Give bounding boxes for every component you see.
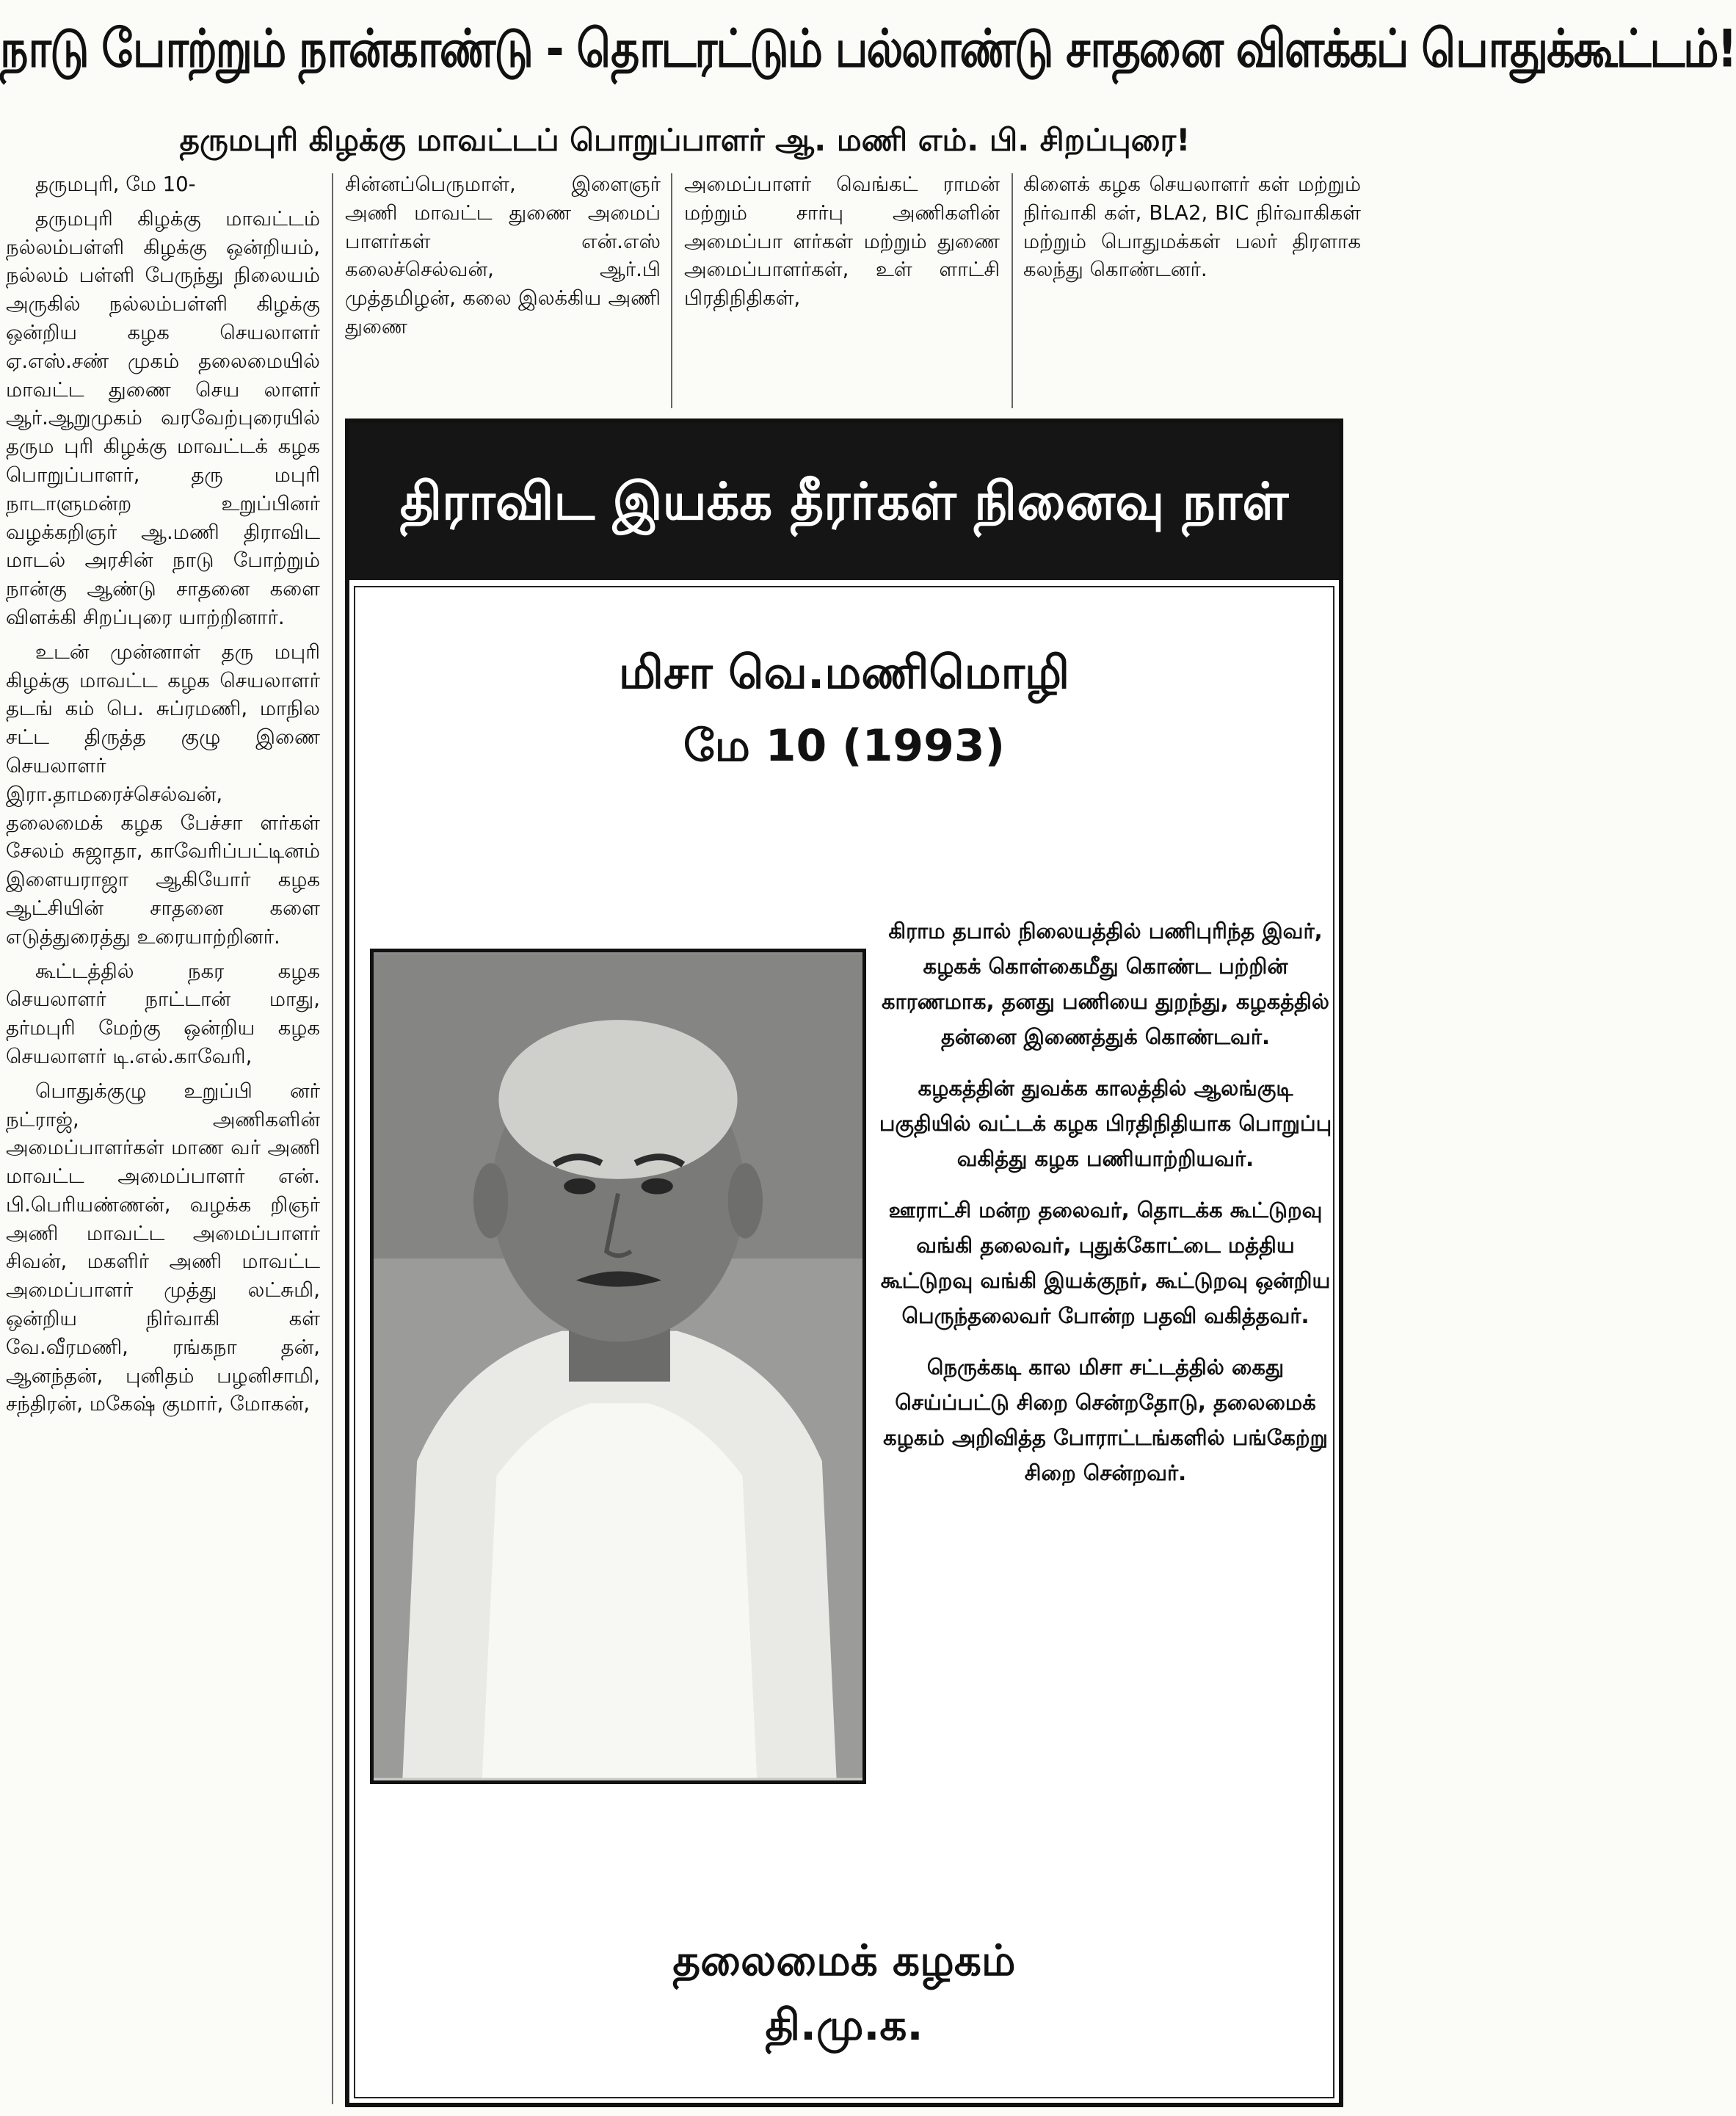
column-divider [1012, 173, 1013, 408]
article-paragraph: அமைப்பாளர் வெங்கட் ராமன் மற்றும் சார்பு அணிகளின் அமைப்பா ளர்கள் மற்றும் துணை அமைப்பாளர்கள், உள் ளாட்சி பிரதிநிதிகள், [684, 173, 1000, 311]
article-column-3 [684, 170, 1000, 413]
memorial-banner: திராவிட இயக்க தீரர்கள் நினைவு நாள் [349, 423, 1339, 580]
bio-paragraph: கிராம தபால் நிலையத்தில் பணிபுரிந்த இவர், கழகக் கொள்கைமீது கொண்ட பற்றின் காரணமாக, தனது பணியை துறந்து, கழகத்தில் தன்னை இணைத்துக் கொண்டவர். [881, 918, 1330, 1049]
memorial-notice [345, 419, 1343, 2107]
bio-paragraph: நெருக்கடி கால மிசா சட்டத்தில் கைது செய்ப்பட்டு சிறை சென்றதோடு, தலைமைக் கழகம் அறிவித்த போராட்டங்களில் பங்கேற்று சிறை சென்றவர். [883, 1355, 1328, 1485]
bio-paragraph: ஊராட்சி மன்ற தலைவர், தொடக்க கூட்டுறவு வங்கி தலைவர், புதுக்கோட்டை மத்திய கூட்டுறவு வங்கி இயக்குநர், கூட்டுறவு ஒன்றிய பெருந்தலைவர் போன்ற பதவி வகித்தவர். [880, 1198, 1331, 1328]
column-divider [332, 173, 333, 2104]
article-paragraph: தருமபுரி கிழக்கு மாவட்டம் நல்லம்பள்ளி கிழக்கு ஒன்றியம், நல்லம் பள்ளி பேருந்து நிலையம் அருகில் நல்லம்பள்ளி கிழக்கு ஒன்றிய கழக செயலாளர் ஏ.எஸ்.சண் முகம் தலைமையில் மாவட்ட துணை செய லாளர் ஆர்.ஆறுமுகம் வரவேற்புரையில் தரும புரி கிழக்கு மாவட்டக் கழக பொறுப்பாளர், தரு மபுரி நாடாளுமன்ற உறுப்பினர் வழக்கறிஞர் ஆ.மணி திராவிட மாடல் அரசின் நாடு போற்றும் நான்கு ஆண்டு சாதனை களை விளக்கி சிறப்புரை யாற்றினார். [6, 206, 320, 629]
article-column-4 [1023, 170, 1361, 413]
article-column-1 [6, 170, 320, 2109]
article-paragraph: பொதுக்குழு உறுப்பி னர் நட்ராஜ், அணிகளின் அமைப்பாளர்கள் மாண வர் அணி மாவட்ட அமைப்பாளர் என். பி.பெரியண்ணன், வழக்க றிஞர் அணி மாவட்ட அமைப்பாளர் சிவன், மகளிர் அணி மாவட்ட அமைப்பாளர் முத்து லட்சுமி, ஒன்றிய நிர்வாகி கள் வே.வீரமணி, ரங்கநா தன், ஆனந்தன், புனிதம் பழனிசாமி, சந்திரன், மகேஷ் குமார், மோகன், [6, 1079, 320, 1416]
portrait-photo [370, 949, 866, 1784]
article-paragraph: தருமபுரி, மே 10- [35, 173, 196, 196]
article-paragraph: சின்னப்பெருமாள், இளைஞர் அணி மாவட்ட துணை அமைப் பாளர்கள் என்.எஸ் கலைச்செல்வன், ஆர்.பி முத்தமிழன், கலை இலக்கிய அணி துணை [345, 173, 661, 338]
memorial-biography [878, 913, 1333, 1507]
portrait-icon [374, 952, 862, 1780]
memorial-date: மே 10 (1993) [683, 720, 1005, 772]
bio-paragraph: கழகத்தின் துவக்க காலத்தில் ஆலங்குடி பகுதியில் வட்டக் கழக பிரதிநிதியாக பொறுப்பு வகித்து கழக பணியாற்றியவர். [879, 1076, 1332, 1171]
column-divider [671, 173, 672, 408]
article-paragraph: உடன் முன்னாள் தரு மபுரி கிழக்கு மாவட்ட கழக செயலாளர் தடங் கம் பெ. சுப்ரமணி, மாநில சட்ட திருத்த குழு இணை செயலாளர் இரா.தாமரைச்செல்வன், தலைமைக் கழக பேச்சா ளர்கள் சேலம் சுஜாதா, காவேரிப்பட்டினம் இளையராஜா ஆகியோர் கழக ஆட்சியின் சாதனை களை எடுத்துரைத்து உரையாற்றினர். [6, 639, 320, 949]
article-paragraph: கூட்டத்தில் நகர கழக செயலாளர் நாட்டான் மாது, தர்மபுரி மேற்கு ஒன்றிய கழக செயலாளர் டி.எல்.காவேரி, [6, 959, 320, 1068]
article-column-2 [345, 170, 661, 413]
headline: நாடு போற்றும் நான்காண்டு - தொடரட்டும் பல்லாண்டு சாதனை விளக்கப் பொதுக்கூட்டம்! [0, 18, 1736, 80]
signature [349, 1928, 1339, 2057]
signature-line-1: தலைமைக் கழகம் [672, 1935, 1016, 1985]
subheadline: தருமபுரி கிழக்கு மாவட்டப் பொறுப்பாளர் ஆ. மணி எம். பி. சிறப்புரை! [179, 122, 1191, 158]
memorial-name: மிசா வெ.மணிமொழி [618, 645, 1070, 699]
article-paragraph: கிளைக் கழக செயலாளர் கள் மற்றும் நிர்வாகி கள், BLA2, BIC நிர்வாகிகள் மற்றும் பொதுமக்கள் பலர் திரளாக கலந்து கொண்டனர். [1023, 173, 1361, 282]
signature-line-2: தி.மு.க. [765, 2000, 923, 2050]
